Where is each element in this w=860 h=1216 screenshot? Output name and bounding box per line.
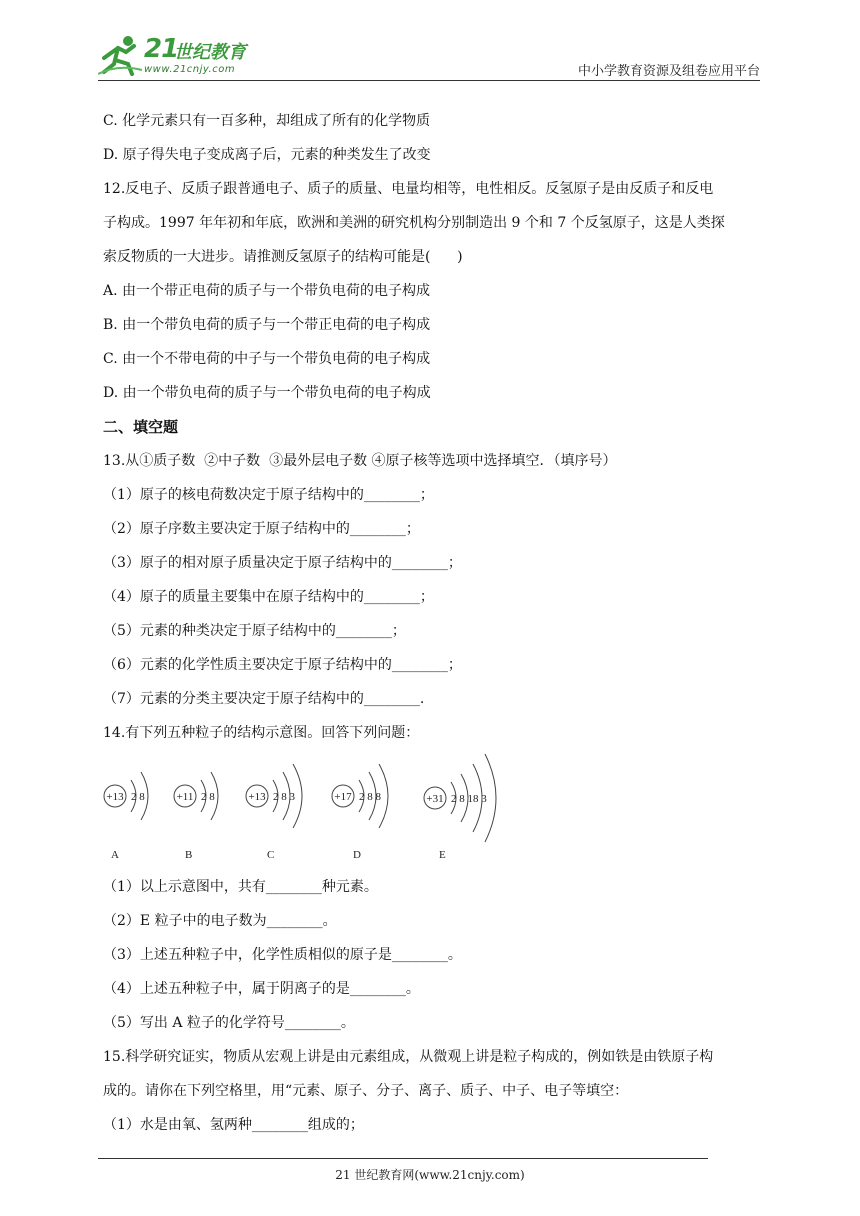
atom-structure-diagrams [103, 750, 758, 870]
logo-text: 世纪教育 [174, 42, 246, 63]
text-line: D. 原子得失电子变成离子后，元素的种类发生了改变 [103, 147, 431, 163]
particle-c-diagram [246, 764, 302, 861]
question-12-text: 子构成。1997 年年初和年底，欧洲和美洲的研究机构分别制造出 9 个和 7 个反氢原子，这是人类探 [103, 215, 725, 231]
question-12-text: 12.反电子、反质子跟普通电子、质子的质量、电量均相等，电性相反。反氢原子是由反质子和反电 [103, 181, 714, 197]
particle-e-label: E [439, 849, 446, 861]
question-14-item: （5）写出 A 粒子的化学符号________。 [103, 1015, 355, 1031]
logo-url: www.21cnjy.com [144, 64, 236, 75]
question-14-item: （2）E 粒子中的电子数为________。 [103, 913, 337, 929]
question-13-item: （2）原子序数主要决定于原子结构中的________； [103, 521, 420, 537]
question-14-stem: 14.有下列五种粒子的结构示意图。回答下列问题： [103, 725, 420, 741]
header-platform-text: 中小学教育资源及组卷应用平台 [577, 64, 760, 79]
option-a: A. 由一个带正电荷的质子与一个带负电荷的电子构成 [103, 283, 431, 299]
question-13-stem: 13.从①质子数 ②中子数 ③最外层电子数 ④原子核等选项中选择填空．（填序号） [103, 453, 617, 469]
section-title: 二、填空题 [103, 418, 179, 436]
particle-e-nucleus: +31 [426, 793, 444, 805]
question-15-stem: 15.科学研究证实，物质从宏观上讲是由元素组成，从微观上讲是粒子构成的，例如铁是由铁原子构 [103, 1049, 714, 1065]
particle-d-nucleus: +17 [334, 791, 352, 803]
question-13-item: （6）元素的化学性质主要决定于原子结构中的________； [103, 657, 462, 673]
option-d: D. 由一个带负电荷的质子与一个带负电荷的电子构成 [103, 385, 431, 401]
particle-a-diagram [104, 772, 148, 861]
question-15-stem: 成的。请你在下列空格里，用“元素、原子、分子、离子、质子、中子、电子等填空： [103, 1083, 629, 1099]
question-13-item: （5）元素的种类决定于原子结构中的________； [103, 623, 406, 639]
particle-d-label: D [353, 849, 361, 861]
footer-divider [98, 1158, 708, 1159]
particle-c-label: C [267, 849, 275, 861]
particle-c-electrons: 2 8 3 [273, 791, 295, 803]
question-15-item: （1）水是由氧、氢两种________组成的； [103, 1117, 364, 1133]
site-logo [98, 34, 258, 76]
runner-icon [98, 34, 144, 76]
particle-d-electrons: 2 8 8 [359, 791, 381, 803]
particle-c-nucleus: +13 [248, 791, 266, 803]
question-14-item: （4）上述五种粒子中，属于阴离子的是________。 [103, 981, 420, 997]
particle-a-nucleus: +13 [106, 791, 124, 803]
page-header [98, 30, 760, 81]
page-footer: 21 世纪教育网(www.21cnjy.com) [335, 1168, 525, 1182]
document-body [103, 104, 758, 1142]
question-12-text: 索反物质的一大进步。请推测反氢原子的结构可能是( ) [103, 249, 463, 265]
particle-a-electrons: 2 8 [131, 791, 145, 803]
question-13-item: （1）原子的核电荷数决定于原子结构中的________； [103, 487, 434, 503]
option-c: C. 由一个不带电荷的中子与一个带负电荷的电子构成 [103, 351, 431, 367]
particle-e-electrons: 2 8 18 3 [451, 793, 487, 805]
particle-b-electrons: 2 8 [201, 791, 215, 803]
particle-d-diagram [332, 764, 388, 861]
particle-b-label: B [185, 849, 193, 861]
logo-number: 21 [144, 34, 179, 64]
question-14-item: （3）上述五种粒子中，化学性质相似的原子是________。 [103, 947, 462, 963]
particle-b-nucleus: +11 [176, 791, 194, 803]
text-line: C. 化学元素只有一百多种，却组成了所有的化学物质 [103, 113, 431, 129]
question-14-item: （1）以上示意图中，共有________种元素。 [103, 879, 378, 895]
question-13-item: （4）原子的质量主要集中在原子结构中的________； [103, 589, 434, 605]
question-13-item: （7）元素的分类主要决定于原子结构中的________. [103, 691, 425, 707]
particle-e-diagram [424, 754, 496, 861]
particle-a-label: A [111, 849, 119, 861]
particle-b-diagram [174, 772, 218, 861]
question-13-item: （3）原子的相对原子质量决定于原子结构中的________； [103, 555, 462, 571]
option-b: B. 由一个带负电荷的质子与一个带正电荷的电子构成 [103, 317, 431, 333]
